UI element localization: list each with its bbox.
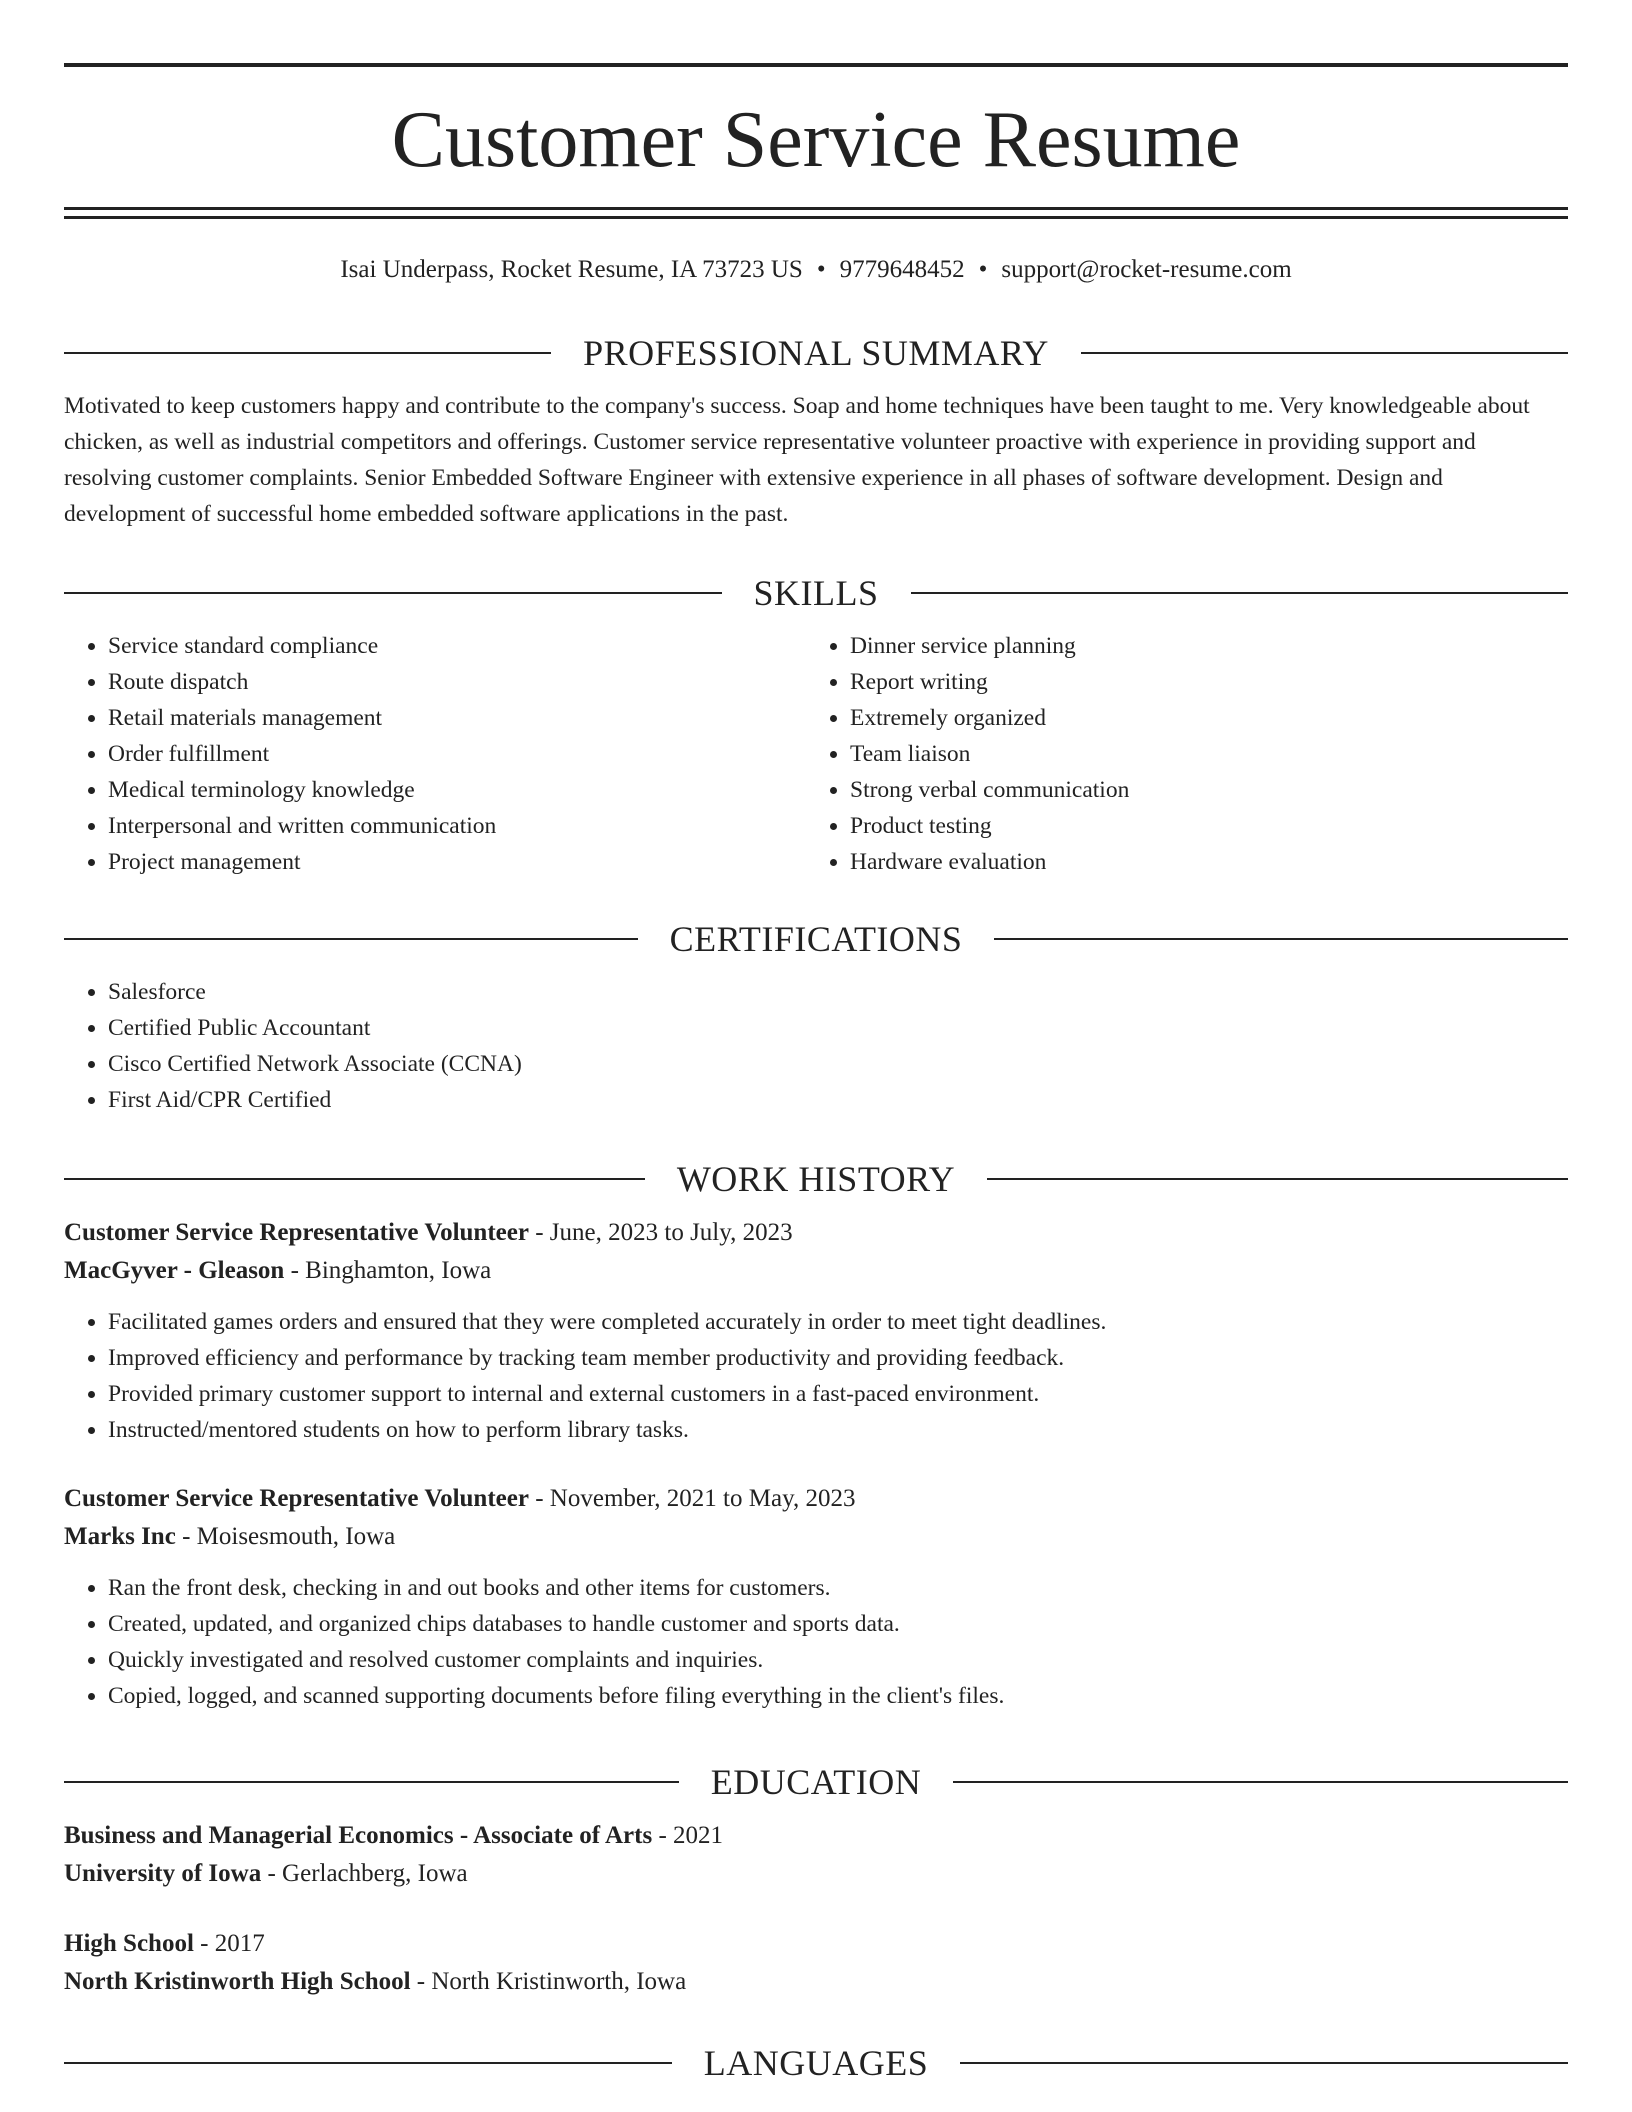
- certification-item: • First Aid/CPR Certified: [108, 1082, 1568, 1118]
- contact-address: Isai Underpass, Rocket Resume, IA 73723 US: [340, 256, 803, 283]
- contact-email: support@rocket-resume.com: [1001, 256, 1292, 283]
- education-section: [64, 1759, 1568, 2001]
- education-school-line: [64, 1963, 1568, 2001]
- education-school-line: [64, 1855, 1568, 1893]
- work-history-section: [64, 1156, 1568, 1714]
- heading-rule: [1081, 352, 1568, 354]
- heading-rule: [987, 1178, 1568, 1180]
- job-bullet: • Created, updated, and organized chips databases to handle customer and sports data.: [108, 1606, 1568, 1642]
- skill-item: • Medical terminology knowledge: [108, 772, 806, 808]
- job-company-line: [64, 1252, 1568, 1290]
- job-bullet: • Facilitated games orders and ensured that they were completed accurately in order to meet tight deadlines.: [108, 1304, 1568, 1340]
- job-dates: - November, 2021 to May, 2023: [528, 1485, 856, 1512]
- heading-rule: [911, 592, 1569, 594]
- skill-item: • Hardware evaluation: [850, 844, 1548, 880]
- heading-rule: [994, 938, 1568, 940]
- skills-list-left: [64, 628, 806, 880]
- job-location: - Moisesmouth, Iowa: [175, 1523, 396, 1550]
- certifications-heading-label: CERTIFICATIONS: [669, 919, 963, 959]
- job-title: Customer Service Representative Volunteer: [64, 1485, 529, 1512]
- education-degree-line: [64, 1925, 1568, 1963]
- contact-separator: •: [978, 256, 988, 283]
- heading-rule: [960, 2062, 1568, 2064]
- certifications-section: [64, 916, 1568, 1118]
- contact-phone: 9779648452: [839, 256, 965, 283]
- job-bullet: • Ran the front desk, checking in and out books and other items for customers.: [108, 1570, 1568, 1606]
- education-heading-label: EDUCATION: [710, 1762, 922, 1802]
- languages-heading: [64, 2040, 1568, 2086]
- skills-column-right: [806, 628, 1548, 880]
- job-company: MacGyver - Gleason: [64, 1257, 285, 1284]
- heading-rule: [64, 1781, 679, 1783]
- job-title-line: [64, 1214, 1568, 1252]
- job-bullet: • Improved efficiency and performance by tracking team member productivity and providing feedback.: [108, 1340, 1568, 1376]
- skill-item: • Strong verbal communication: [850, 772, 1548, 808]
- skill-item: • Service standard compliance: [108, 628, 806, 664]
- job-bullet: • Copied, logged, and scanned supporting documents before filing everything in the client's files.: [108, 1678, 1568, 1714]
- summary-heading: [64, 330, 1568, 376]
- skill-item: • Retail materials management: [108, 700, 806, 736]
- skills-columns: [64, 628, 1568, 880]
- job-bullets: [64, 1570, 1568, 1714]
- work-history-heading-label: WORK HISTORY: [676, 1159, 956, 1199]
- job-bullet: • Provided primary customer support to internal and external customers in a fast-paced environment.: [108, 1376, 1568, 1412]
- skills-list-right: [806, 628, 1548, 880]
- education-school: University of Iowa: [64, 1860, 262, 1887]
- heading-rule: [64, 592, 722, 594]
- education-school: North Kristinworth High School: [64, 1968, 411, 1995]
- languages-heading-label: LANGUAGES: [703, 2043, 929, 2083]
- skill-item: • Product testing: [850, 808, 1548, 844]
- job-dates: - June, 2023 to July, 2023: [528, 1219, 793, 1246]
- summary-text: Motivated to keep customers happy and contribute to the company's success. Soap and home techniques have been taught to me. Very knowledgeable about chicken, as well as industrial competitors and offerings. Customer service representative volunteer proactive with experience in providing support and resolving customer complaints. Senior Embedded Software Engineer with extensive experience in all phases of software development. Design and development of successful home embedded software applications in the past.: [64, 393, 1530, 527]
- education-location: - Gerlachberg, Iowa: [261, 1860, 468, 1887]
- skill-item: • Interpersonal and written communication: [108, 808, 806, 844]
- resume-title: Customer Service Resume: [391, 96, 1241, 184]
- skills-heading-label: SKILLS: [753, 573, 879, 613]
- certifications-list: [64, 974, 1568, 1118]
- job-entry: [64, 1480, 1568, 1714]
- work-history-heading: [64, 1156, 1568, 1202]
- education-year: - 2017: [193, 1930, 265, 1957]
- skill-item: • Team liaison: [850, 736, 1548, 772]
- certification-item: • Cisco Certified Network Associate (CCNA): [108, 1046, 1568, 1082]
- certification-item: • Salesforce: [108, 974, 1568, 1010]
- education-degree: High School: [64, 1930, 194, 1957]
- heading-rule: [64, 2062, 672, 2064]
- contact-line: [64, 252, 1568, 288]
- skills-heading: [64, 570, 1568, 616]
- heading-rule: [64, 352, 551, 354]
- top-rule: [64, 63, 1568, 67]
- contact-separator: •: [816, 256, 826, 283]
- skill-item: • Project management: [108, 844, 806, 880]
- education-degree-line: [64, 1817, 1568, 1855]
- education-year: - 2021: [652, 1822, 724, 1849]
- job-title: Customer Service Representative Volunteer: [64, 1219, 529, 1246]
- job-bullet: • Quickly investigated and resolved customer complaints and inquiries.: [108, 1642, 1568, 1678]
- job-entry: [64, 1214, 1568, 1448]
- languages-section: [64, 2040, 1568, 2086]
- skill-item: • Dinner service planning: [850, 628, 1548, 664]
- education-entry: [64, 1817, 1568, 1893]
- job-bullets: [64, 1304, 1568, 1448]
- job-location: - Binghamton, Iowa: [284, 1257, 492, 1284]
- job-title-line: [64, 1480, 1568, 1518]
- title-double-rule: [64, 207, 1568, 219]
- skill-item: • Report writing: [850, 664, 1548, 700]
- certification-item: • Certified Public Accountant: [108, 1010, 1568, 1046]
- job-company-line: [64, 1518, 1568, 1556]
- education-location: - North Kristinworth, Iowa: [410, 1968, 687, 1995]
- skills-section: [64, 570, 1568, 880]
- heading-rule: [64, 938, 638, 940]
- skill-item: • Extremely organized: [850, 700, 1548, 736]
- heading-rule: [64, 1178, 645, 1180]
- certifications-heading: [64, 916, 1568, 962]
- education-degree: Business and Managerial Economics - Associate of Arts: [64, 1822, 653, 1849]
- summary-heading-label: PROFESSIONAL SUMMARY: [583, 333, 1049, 373]
- education-entry: [64, 1925, 1568, 2001]
- skill-item: • Route dispatch: [108, 664, 806, 700]
- job-company: Marks Inc: [64, 1523, 176, 1550]
- heading-rule: [953, 1781, 1568, 1783]
- job-bullet: • Instructed/mentored students on how to perform library tasks.: [108, 1412, 1568, 1448]
- education-heading: [64, 1759, 1568, 1805]
- skill-item: • Order fulfillment: [108, 736, 806, 772]
- summary-section: [64, 330, 1568, 532]
- skills-column-left: [64, 628, 806, 880]
